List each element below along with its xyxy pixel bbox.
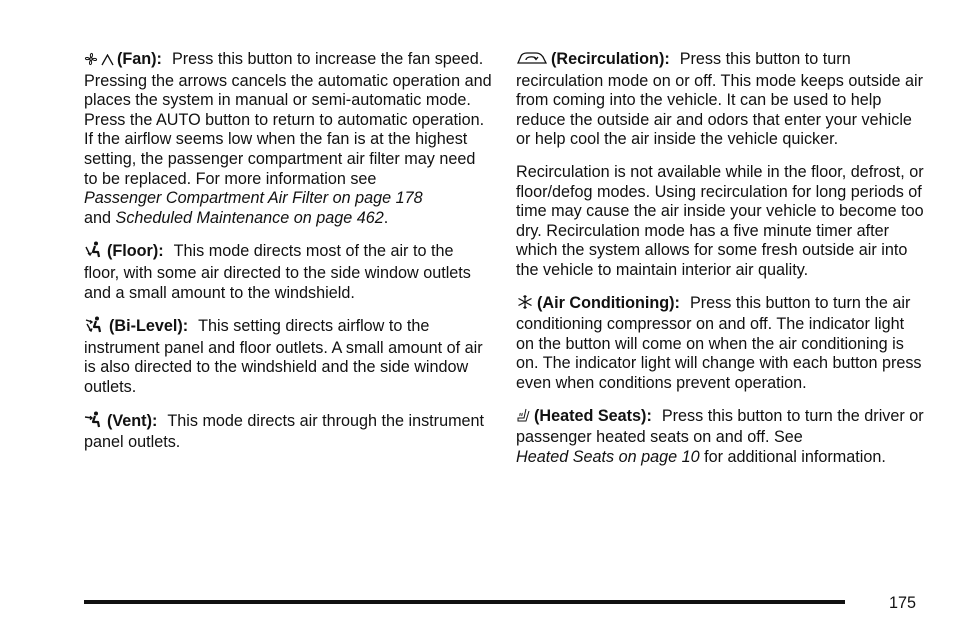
floor-paragraph bbox=[84, 241, 492, 303]
recirculation-icon bbox=[516, 50, 548, 72]
vent-body: This mode directs air through the instrument panel outlets. bbox=[84, 411, 485, 452]
bi-level-mode-icon bbox=[84, 316, 106, 339]
right-column bbox=[516, 50, 926, 480]
bilevel-paragraph bbox=[84, 316, 492, 397]
recirculation-paragraph bbox=[516, 50, 926, 150]
fan-body: Press this button to increase the fan speed. Pressing the arrows cancels the automatic operation and places the system in manual or semi-automatic mode. Press the AUTO button to return to automatic operation. If the airflow seems low when the fan is at the highest setting, the passenger compartment air filter may need to be replaced. For more information see bbox=[84, 50, 492, 188]
fan-paragraph bbox=[84, 50, 492, 228]
recirculation-note-paragraph: Recirculation is not available while in the floor, defrost, or floor/defog modes. Using recirculation for long periods of time may cause the air inside your vehicle to become too dry. Recirculation mode has a five minute timer after which the system allows for some fresh outside air into the vehicle to maintain interior air quality. bbox=[516, 162, 924, 279]
heated-seat-icon bbox=[516, 407, 531, 429]
floor-mode-icon bbox=[84, 241, 104, 264]
heated-seats-body: Press this button to turn the driver or passenger heated seats on and off. See bbox=[516, 406, 924, 447]
heated-seats-heading: (Heated Seats): bbox=[534, 406, 652, 425]
floor-heading: (Floor): bbox=[107, 242, 164, 261]
fan-icon bbox=[84, 52, 98, 72]
floor-body: This mode directs most of the air to the floor, with some air directed to the side window outlets and a small amount to the windshield. bbox=[84, 242, 471, 302]
and-text: and bbox=[84, 208, 112, 227]
heated-seats-paragraph bbox=[516, 407, 926, 468]
vent-heading: (Vent): bbox=[107, 411, 158, 430]
footer-rule bbox=[84, 600, 845, 604]
air-filter-reference: Passenger Compartment Air Filter on page 178 bbox=[84, 189, 423, 208]
recirculation-heading: (Recirculation): bbox=[551, 50, 670, 68]
heated-seats-reference: Heated Seats on page 10 bbox=[516, 447, 700, 466]
air-conditioning-paragraph bbox=[516, 294, 926, 394]
bilevel-heading: (Bi-Level): bbox=[109, 317, 189, 336]
chevron-up-icon bbox=[101, 52, 114, 72]
bilevel-body: This setting directs airflow to the instrument panel and floor outlets. A small amount of air is also directed to the windshield and the side window outlets. bbox=[84, 317, 483, 396]
fan-heading: (Fan): bbox=[117, 50, 162, 68]
recirculation-body: Press this button to turn recirculation mode on or off. This mode keeps outside air from coming into the vehicle. It can be used to help reduce the outside air and odors that enter your vehicle or help cool the air inside the vehicle quicker. bbox=[516, 50, 924, 149]
page-number: 175 bbox=[889, 594, 917, 612]
vent-mode-icon bbox=[84, 411, 104, 434]
air-conditioning-heading: (Air Conditioning): bbox=[537, 293, 680, 312]
snowflake-icon bbox=[516, 294, 534, 316]
heated-seats-end: for additional information. bbox=[704, 447, 886, 466]
scheduled-maintenance-reference: Scheduled Maintenance on page 462 bbox=[115, 208, 384, 227]
left-column bbox=[84, 50, 492, 466]
air-conditioning-body: Press this button to turn the air conditioning compressor on and off. The indicator light on the button will come on when the air conditioning is on. The indicator light will change with each button press even when conditions prevent operation. bbox=[516, 293, 922, 392]
vent-paragraph bbox=[84, 411, 492, 453]
fan-period: . bbox=[383, 208, 389, 227]
